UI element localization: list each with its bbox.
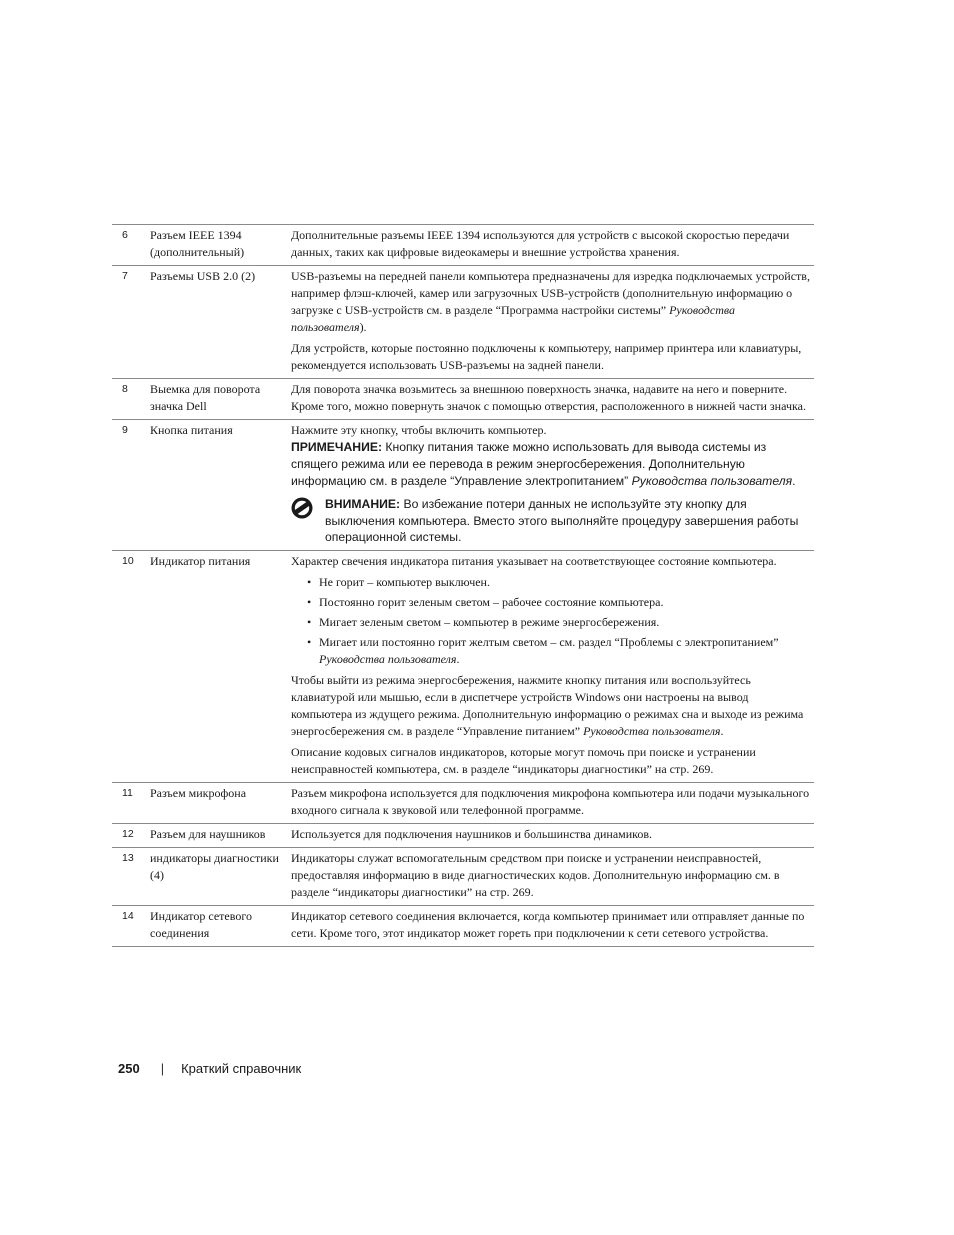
table-row [112, 420, 814, 551]
item-description [291, 227, 814, 261]
item-name: Кнопка питания [150, 423, 233, 437]
table-row [112, 783, 814, 824]
item-name: Разъем IEEE 1394 (дополнительный) [150, 228, 245, 259]
item-description [291, 908, 814, 942]
caution-text [325, 496, 810, 546]
list-item: • Не горит – компьютер выключен. [307, 574, 490, 589]
text-run: ). [359, 320, 367, 334]
text-run: . [720, 723, 724, 738]
item-description [291, 850, 814, 901]
footer-separator: | [160, 1061, 165, 1076]
description-paragraph: Индикаторы служат вспомогательным средством при поиске и устранении неисправностей, предоставляя информацию в виде диагностических кодов. Дополнительную информацию см. в разделе “индикаторы диагностики” на стр. 269. [291, 850, 780, 899]
table-row [112, 551, 814, 783]
italic-reference: Руководства пользователя [631, 474, 793, 488]
table-row [112, 906, 814, 947]
components-table [112, 224, 814, 947]
table-row [112, 266, 814, 379]
page-footer [118, 1061, 301, 1076]
text-run: USB-разъемы на передней панели компьютера предназначены для изредка подключаемых устройств, например флэш-ключей, камер или загрузочных USB-устройств (дополнительную информацию о загрузке с USB-устройств см. в разделе “Программа настройки системы” [291, 269, 810, 317]
item-name: Индикатор питания [150, 553, 251, 568]
description-paragraph: Нажмите эту кнопку, чтобы включить компьютер. [291, 423, 547, 437]
item-number: 14 [122, 909, 134, 922]
description-paragraph: Разъем микрофона используется для подключения микрофона компьютера или подачи музыкального входного сигнала к звуковой или телефонной программе. [291, 785, 810, 817]
section-title: Краткий справочник [181, 1061, 302, 1076]
table-row [112, 225, 814, 266]
caution-label: ВНИМАНИЕ: [325, 497, 401, 511]
item-name: Разъемы USB 2.0 (2) [150, 269, 256, 283]
italic-reference: Руководства пользователя [583, 723, 721, 738]
description-paragraph: Индикатор сетевого соединения включается, когда компьютер принимает или отправляет данные по сети. Кроме того, этот индикатор может гореть при подключении к сети сетевого устройства. [291, 908, 805, 940]
list-item: • Мигает зеленым светом – компьютер в режиме энергосбережения. [307, 614, 660, 629]
description-paragraph: Используется для подключения наушников и большинства динамиков. [291, 826, 653, 841]
list-item-text [319, 634, 810, 668]
description-paragraph [291, 268, 810, 336]
note-label: ПРИМЕЧАНИЕ: [291, 440, 383, 454]
item-description [291, 826, 814, 843]
description-paragraph: Для устройств, которые постоянно подключены к компьютеру, например принтера или клавиатуры, рекомендуется использовать USB-разъемы на задней панели. [291, 341, 802, 372]
description-paragraph: Для поворота значка возьмитесь за внешнюю поверхность значка, надавите на него и поверните. Кроме того, можно повернуть значок с помощью отверстия, расположенного в нижней части значка. [291, 382, 806, 413]
item-name: Разъем микрофона [150, 785, 247, 800]
item-description [291, 422, 814, 546]
item-number: 8 [122, 383, 128, 395]
list-item-text: Не горит – компьютер выключен. [319, 574, 490, 589]
description-paragraph: Дополнительные разъемы IEEE 1394 используются для устройств с высокой скоростью передачи данных, таких как цифровые видеокамеры и внешние устройства хранения. [291, 228, 790, 259]
item-number: 9 [122, 424, 128, 436]
caution-icon [291, 496, 325, 524]
list-item-text: Постоянно горит зеленым светом – рабочее состояние компьютера. [319, 594, 664, 609]
italic-reference: Руководства пользователя [319, 651, 457, 666]
list-item-text: Мигает зеленым светом – компьютер в режиме энергосбережения. [319, 614, 660, 629]
page-number: 250 [118, 1061, 140, 1076]
item-name: Разъем для наушников [150, 826, 266, 841]
text-run: Во избежание потери данных не используйте эту кнопку для выключения компьютера. Вместо этого выполняйте процедуру завершения работы операционной системы. [325, 497, 799, 544]
text-run: Чтобы выйти из режима энергосбережения, нажмите кнопку питания или воспользуйтесь клавиатурой или мышью, если в диспетчере устройств Windows они настроены на вывод компьютера из ждущего режима. Дополнительную информацию о режимах сна и выходе из режима энергосбережения см. в разделе “Управление питанием” [291, 672, 804, 738]
item-number: 11 [122, 786, 133, 799]
item-name: Выемка для поворота значка Dell [150, 382, 261, 413]
description-paragraph: Характер свечения индикатора питания указывает на соответствующее состояние компьютера. [291, 553, 777, 568]
item-description [291, 785, 814, 819]
note-paragraph [291, 439, 810, 490]
item-description [291, 268, 814, 374]
item-name: Индикатор сетевого соединения [150, 908, 252, 940]
table-row [112, 379, 814, 420]
item-name: индикаторы диагностики (4) [150, 850, 279, 882]
item-number: 6 [122, 229, 128, 241]
list-item: • Постоянно горит зеленым светом – рабочее состояние компьютера. [307, 594, 664, 609]
text-run: Кнопку питания также можно использовать для вывода системы из спящего режима или ее перевода в режим энергосбережения. Дополнительную информацию см. в разделе “Управление электропитанием” [291, 440, 767, 488]
text-run: Мигает или постоянно горит желтым светом – см. раздел “Проблемы с электропитанием” [319, 634, 779, 649]
item-number: 7 [122, 270, 128, 282]
table-row [112, 848, 814, 906]
status-list [307, 574, 810, 668]
item-number: 10 [122, 554, 134, 567]
item-description [291, 553, 814, 778]
text-run: . [792, 474, 796, 488]
text-run: . [456, 651, 460, 666]
italic-reference: Руководства пользователя [291, 303, 735, 334]
table-row [112, 824, 814, 848]
description-paragraph: Описание кодовых сигналов индикаторов, которые могут помочь при поиске и устранении неисправностей компьютера, см. в разделе “индикаторы диагностики” на стр. 269. [291, 744, 756, 776]
item-number: 12 [122, 827, 134, 840]
list-item: • Мигает или постоянно горит желтым светом – см. раздел “Проблемы с электропитанием” Руководства пользователя. [307, 634, 810, 668]
item-number: 13 [122, 851, 134, 864]
description-paragraph [291, 672, 810, 740]
caution-block [291, 496, 810, 546]
item-description [291, 381, 814, 415]
